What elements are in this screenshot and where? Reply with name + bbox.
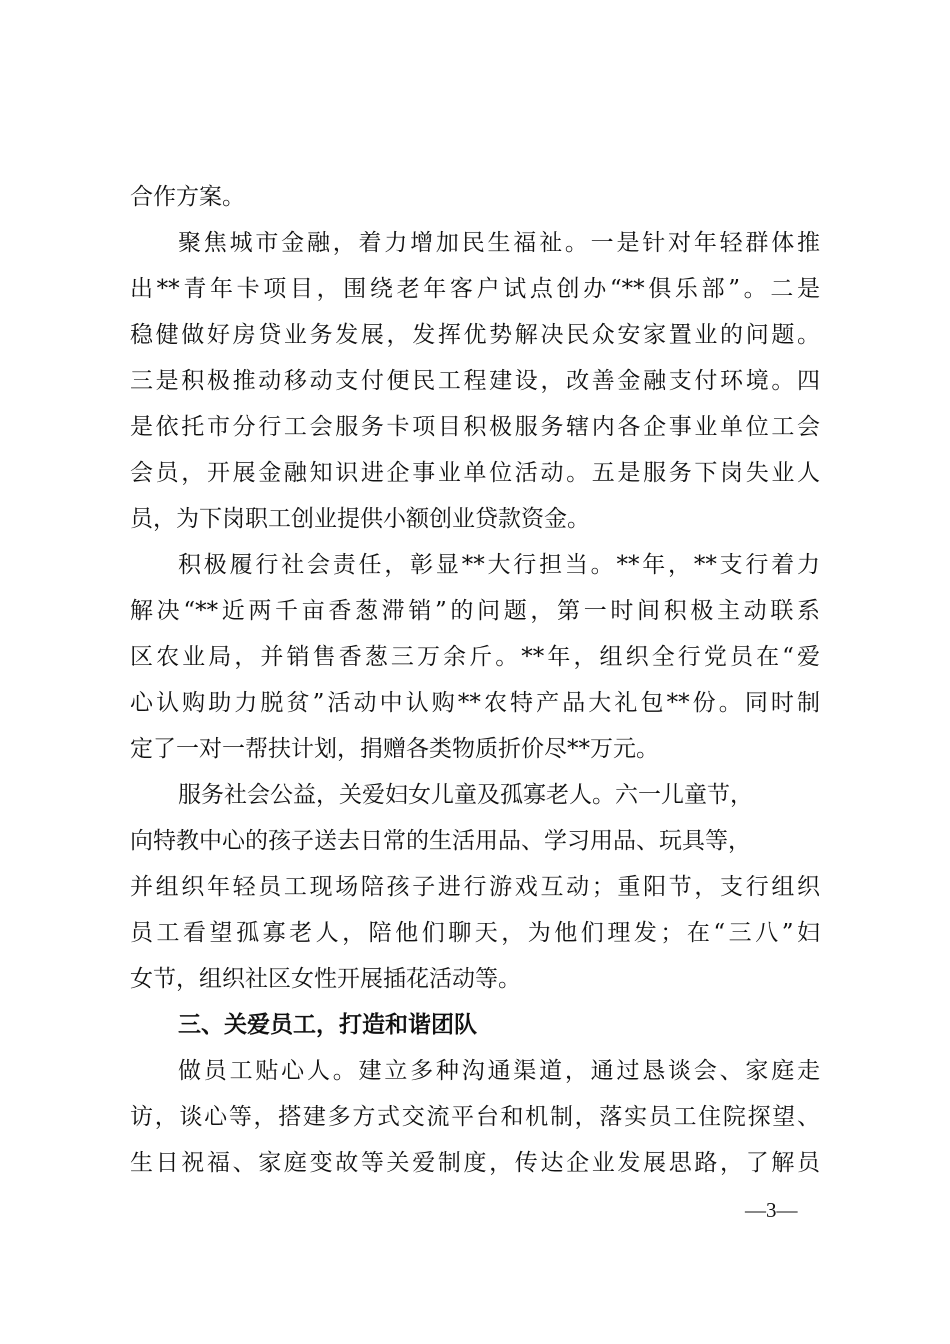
page-number: —3— (745, 1198, 798, 1222)
paragraph-line: 员，为下岗职工创业提供小额创业贷款资金。 (130, 506, 590, 532)
paragraph-line: 心认购助力脱贫”活动中认购**农特产品大礼包**份。同时制 (130, 690, 820, 716)
paragraph-line: 服务社会公益，关爱妇女儿童及孤寡老人。六一儿童节， (178, 782, 753, 808)
paragraph-line: 聚焦城市金融，着力增加民生福祉。一是针对年轻群体推 (178, 230, 820, 256)
paragraph-line: 访，谈心等，搭建多方式交流平台和机制，落实员工住院探望、 (130, 1104, 820, 1130)
paragraph-line: 三是积极推动移动支付便民工程建设，改善金融支付环境。四 (130, 368, 820, 394)
paragraph-line: 做员工贴心人。建立多种沟通渠道，通过恳谈会、家庭走 (178, 1058, 820, 1084)
paragraph-line: 出**青年卡项目，围绕老年客户试点创办“**俱乐部”。二是 (130, 276, 820, 302)
paragraph-line: 生日祝福、家庭变故等关爱制度，传达企业发展思路，了解员 (130, 1150, 820, 1176)
paragraph-line: 定了一对一帮扶计划，捐赠各类物质折价尽**万元。 (130, 736, 659, 762)
paragraph-line: 向特教中心的孩子送去日常的生活用品、学习用品、玩具等， (130, 828, 751, 854)
paragraph-line: 是依托市分行工会服务卡项目积极服务辖内各企事业单位工会 (130, 414, 820, 440)
paragraph-line: 并组织年轻员工现场陪孩子进行游戏互动；重阳节，支行组织 (130, 874, 820, 900)
paragraph-line: 稳健做好房贷业务发展，发挥优势解决民众安家置业的问题。 (130, 322, 820, 348)
paragraph-line: 合作方案。 (130, 184, 245, 210)
paragraph-line: 积极履行社会责任，彰显**大行担当。**年，**支行着力 (178, 552, 820, 578)
paragraph-line: 女节，组织社区女性开展插花活动等。 (130, 966, 521, 992)
paragraph-line: 员工看望孤寡老人，陪他们聊天，为他们理发；在“三八”妇 (130, 920, 820, 946)
paragraph-line: 会员，开展金融知识进企事业单位活动。五是服务下岗失业人 (130, 460, 820, 486)
paragraph-line: 区农业局，并销售香葱三万余斤。**年，组织全行党员在“爱 (130, 644, 820, 670)
section-heading: 三、关爱员工，打造和谐团队 (178, 1012, 477, 1038)
paragraph-line: 解决“**近两千亩香葱滞销”的问题，第一时间积极主动联系 (130, 598, 820, 624)
